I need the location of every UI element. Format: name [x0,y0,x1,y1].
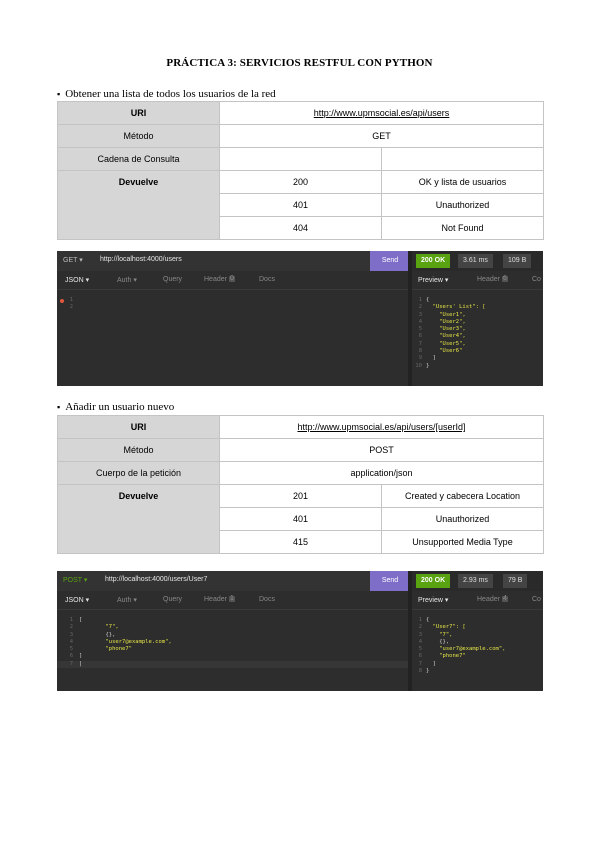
insomnia-post-screenshot [57,571,543,691]
tab-header[interactable] [204,276,235,283]
returns-label: Devuelve [58,171,220,240]
response-tabs [412,591,543,610]
uri-label: URI [58,102,220,125]
table-row [58,416,544,439]
code-line: 4 "user7@example.com", [69,638,172,645]
time-badge: 2.93 ms [458,574,493,588]
tab-json[interactable]: JSON ▾ [65,597,90,604]
method-label: Método [58,125,220,148]
code-line: 10 } [415,362,430,369]
status-code: 401 [220,194,382,217]
status-description: Unauthorized [382,194,544,217]
status-code: 404 [220,217,382,240]
request-body-editor[interactable] [57,297,408,312]
status-description: Created y cabecera Location [382,485,544,508]
code-line: 5 "User3", [418,326,466,333]
status-badge: 200 OK [416,254,450,268]
code-line: 8 } [418,668,430,675]
code-line: 6 "User4", [418,333,466,340]
code-line: 2 [69,304,73,311]
table-row [58,171,544,194]
tab-preview[interactable]: Preview ▾ [418,277,449,284]
section-heading-text: Añadir un usuario nuevo [65,401,175,413]
table-row [58,125,544,148]
query-label: Cadena de Consulta [58,148,220,171]
empty-cell [220,148,382,171]
code-line: 2 "User7": [ [418,624,466,631]
request-body-editor[interactable] [57,617,408,668]
code-line: 2 "7", [69,624,119,631]
code-line: 6 "phone7" [418,653,466,660]
size-badge: 79 B [503,574,527,588]
tab-header-label: Header [477,276,500,283]
code-line: 3 "7", [418,631,453,638]
status-description: Not Found [382,217,544,240]
status-description: Unauthorized [382,508,544,531]
section-heading-text: Obtener una lista de todos los usuarios de la red [65,88,276,100]
code-line: 1 [ [69,617,83,623]
status-description: Unsupported Media Type [382,531,544,554]
table-row [58,485,544,508]
body-label: Cuerpo de la petición [58,462,220,485]
status-description: OK y lista de usuarios [382,171,544,194]
method-value: GET [220,125,544,148]
code-line: 4 {}, [418,638,450,645]
method-selector[interactable]: GET ▾ [63,257,83,264]
header-count-badge: 4 [503,595,507,603]
code-line: 8 "User6" [418,348,463,355]
time-badge: 3.61 ms [458,254,493,268]
method-selector[interactable]: POST ▾ [63,577,88,584]
send-button[interactable]: Send [370,251,410,271]
tab-query[interactable]: Query [163,276,183,283]
code-line-cursor: 7 | [57,661,408,668]
code-line: 3 {}, [69,631,116,638]
code-line: 1 { [418,617,430,623]
bullet-icon: ▪ [57,89,61,99]
body-value: application/json [220,462,544,485]
section-heading-list-users [57,88,276,100]
table-row [58,102,544,125]
uri-link[interactable]: http://www.upmsocial.es/api/users/[userId] [220,416,544,439]
method-label: Método [58,439,220,462]
tab-response-header[interactable] [477,276,508,283]
status-code: 401 [220,508,382,531]
tab-auth[interactable]: Auth ▾ [117,597,137,604]
tab-docs[interactable]: Docs [259,596,275,603]
section-heading-add-user [57,401,174,413]
size-badge: 109 B [503,254,531,268]
code-line: 3 "User1", [418,311,466,318]
post-user-spec-table [57,415,544,554]
insomnia-get-screenshot [57,251,543,386]
response-preview [412,297,543,370]
request-tabs [57,271,408,290]
tab-response-header[interactable] [477,596,508,603]
status-badge: 200 OK [416,574,450,588]
header-count-badge: 6 [503,275,507,283]
request-tabs [57,591,408,610]
tab-header-label: Header [204,596,227,603]
tab-json[interactable]: JSON ▾ [65,277,90,284]
code-line: 2 "Users' List": [ [418,304,486,311]
code-line: 6 ] [69,653,83,660]
code-line: 5 "phone7" [69,646,132,653]
get-users-spec-table [57,101,544,240]
code-line: 1 { [418,297,430,303]
tab-preview[interactable]: Preview ▾ [418,597,449,604]
text-cursor-icon: | [79,660,83,667]
code-line: 7 "User5", [418,340,466,347]
code-line: 4 "User2", [418,318,466,325]
header-count-badge: 0 [230,275,234,283]
response-preview [412,617,543,675]
status-code: 201 [220,485,382,508]
response-status-bar [412,571,543,591]
table-row [58,439,544,462]
code-line: 9 ] [418,355,436,362]
tab-docs[interactable]: Docs [259,276,275,283]
method-value: POST [220,439,544,462]
empty-cell [382,148,544,171]
status-code: 415 [220,531,382,554]
error-marker-icon [60,299,64,303]
bullet-icon: ▪ [57,402,61,412]
response-status-bar [412,251,543,271]
returns-label: Devuelve [58,485,220,554]
status-code: 200 [220,171,382,194]
header-count-badge: 1 [230,595,234,603]
tab-cookies[interactable]: Co [532,276,541,283]
uri-link[interactable]: http://www.upmsocial.es/api/users [220,102,544,125]
response-tabs [412,271,543,290]
page-title: PRÁCTICA 3: SERVICIOS RESTFUL CON PYTHON [166,57,433,69]
code-line: 5 "user7@example.com", [418,646,506,653]
send-button[interactable]: Send [370,571,410,591]
url-input[interactable]: http://localhost:4000/users/User7 [105,576,208,583]
tab-header-label: Header [477,596,500,603]
tab-header[interactable] [204,596,235,603]
uri-label: URI [58,416,220,439]
tab-cookies[interactable]: Co [532,596,541,603]
table-row [58,462,544,485]
tab-auth[interactable]: Auth ▾ [117,277,137,284]
code-line: 7 ] [418,660,436,667]
tab-header-label: Header [204,276,227,283]
tab-query[interactable]: Query [163,596,183,603]
code-line: 1 [57,297,408,304]
url-input[interactable]: http://localhost:4000/users [100,256,182,263]
table-row [58,148,544,171]
